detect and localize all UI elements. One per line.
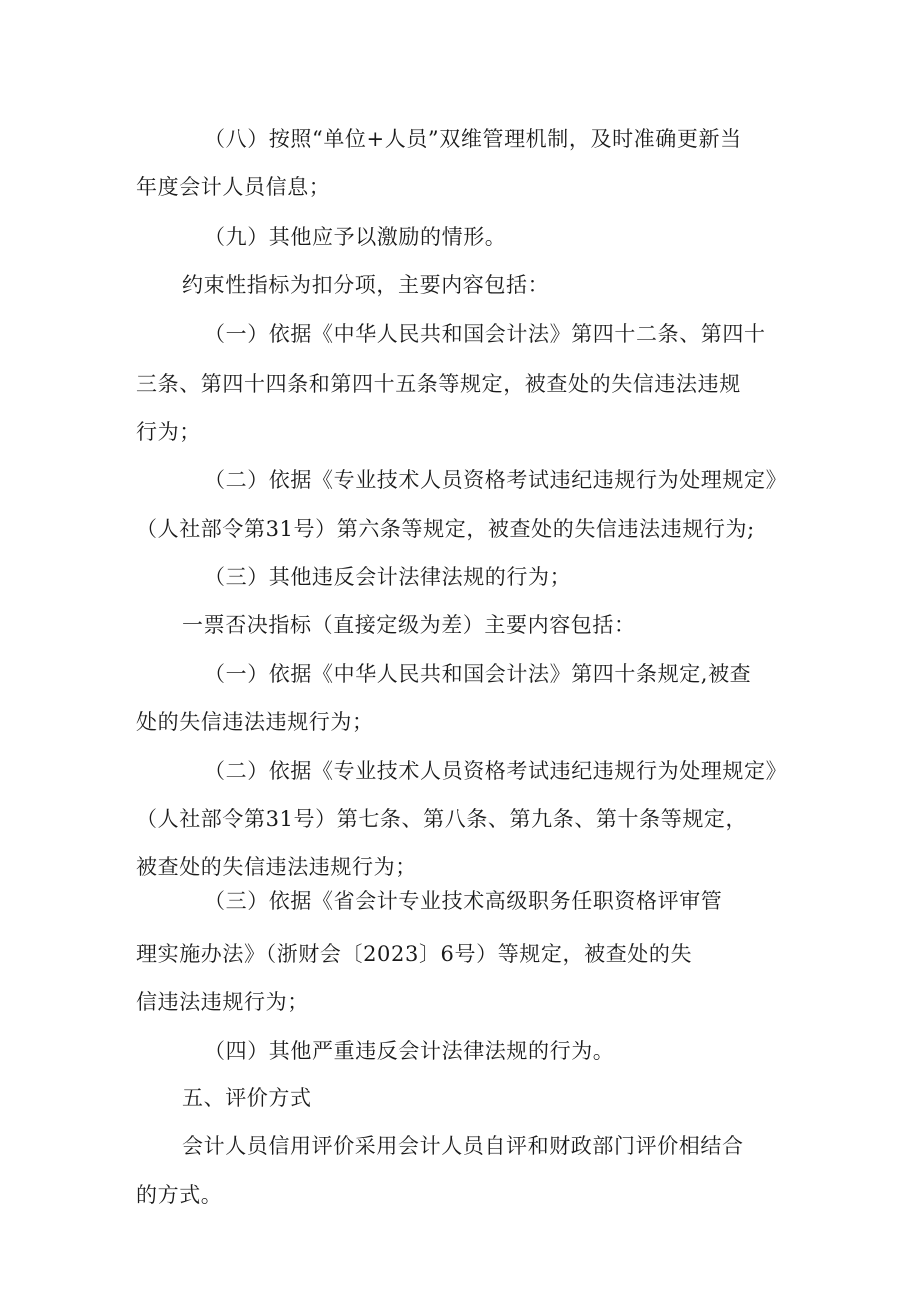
constraint-2-line-1: （二）依据《专业技术人员资格考试违纪违规行为处理规定》	[204, 468, 788, 492]
constraint-1-line-1: （一）依据《中华人民共和国会计法》第四十二条、第四十	[204, 322, 766, 346]
constraint-heading: 约束性指标为扣分项，主要内容包括：	[182, 273, 550, 297]
veto-4: （四）其他严重违反会计法律法规的行为。	[204, 1039, 615, 1063]
evaluation-method-line-1: 会计人员信用评价采用会计人员自评和财政部门评价相结合	[182, 1134, 744, 1158]
veto-1-line-2: 处的失信违法违规行为；	[136, 710, 374, 734]
clause-8-line-2: 年度会计人员信息；	[136, 175, 331, 199]
evaluation-method-line-2: 的方式。	[136, 1183, 223, 1207]
veto-3-line-2: 理实施办法》（浙财会〔2023〕6号）等规定，被查处的失	[136, 942, 693, 966]
veto-3-line-1: （三）依据《省会计专业技术高级职务任职资格评审管	[204, 889, 723, 913]
veto-2-line-1: （二）依据《专业技术人员资格考试违纪违规行为处理规定》	[204, 759, 788, 783]
veto-2-line-3: 被查处的失信违法违规行为；	[136, 855, 417, 879]
constraint-1-line-2: 三条、第四十四条和第四十五条等规定，被查处的失信违法违规	[136, 372, 741, 396]
constraint-2-line-2: （人社部令第31号）第六条等规定，被查处的失信违法违规行为;	[136, 517, 755, 541]
clause-8-line-1: （八）按照“单位+人员”双维管理机制，及时准确更新当	[204, 127, 742, 151]
veto-1-line-1: （一）依据《中华人民共和国会计法》第四十条规定,被查	[204, 662, 752, 686]
veto-3-line-3: 信违法违规行为；	[136, 990, 309, 1014]
constraint-3: （三）其他违反会计法律法规的行为；	[204, 565, 572, 589]
veto-2-line-2: （人社部令第31号）第七条、第八条、第九条、第十条等规定，	[136, 807, 748, 831]
section-5-heading: 五、评价方式	[182, 1086, 312, 1110]
clause-9: （九）其他应予以激励的情形。	[204, 225, 507, 249]
veto-heading: 一票否决指标（直接定级为差）主要内容包括：	[182, 613, 636, 637]
constraint-1-line-3: 行为；	[136, 420, 201, 444]
